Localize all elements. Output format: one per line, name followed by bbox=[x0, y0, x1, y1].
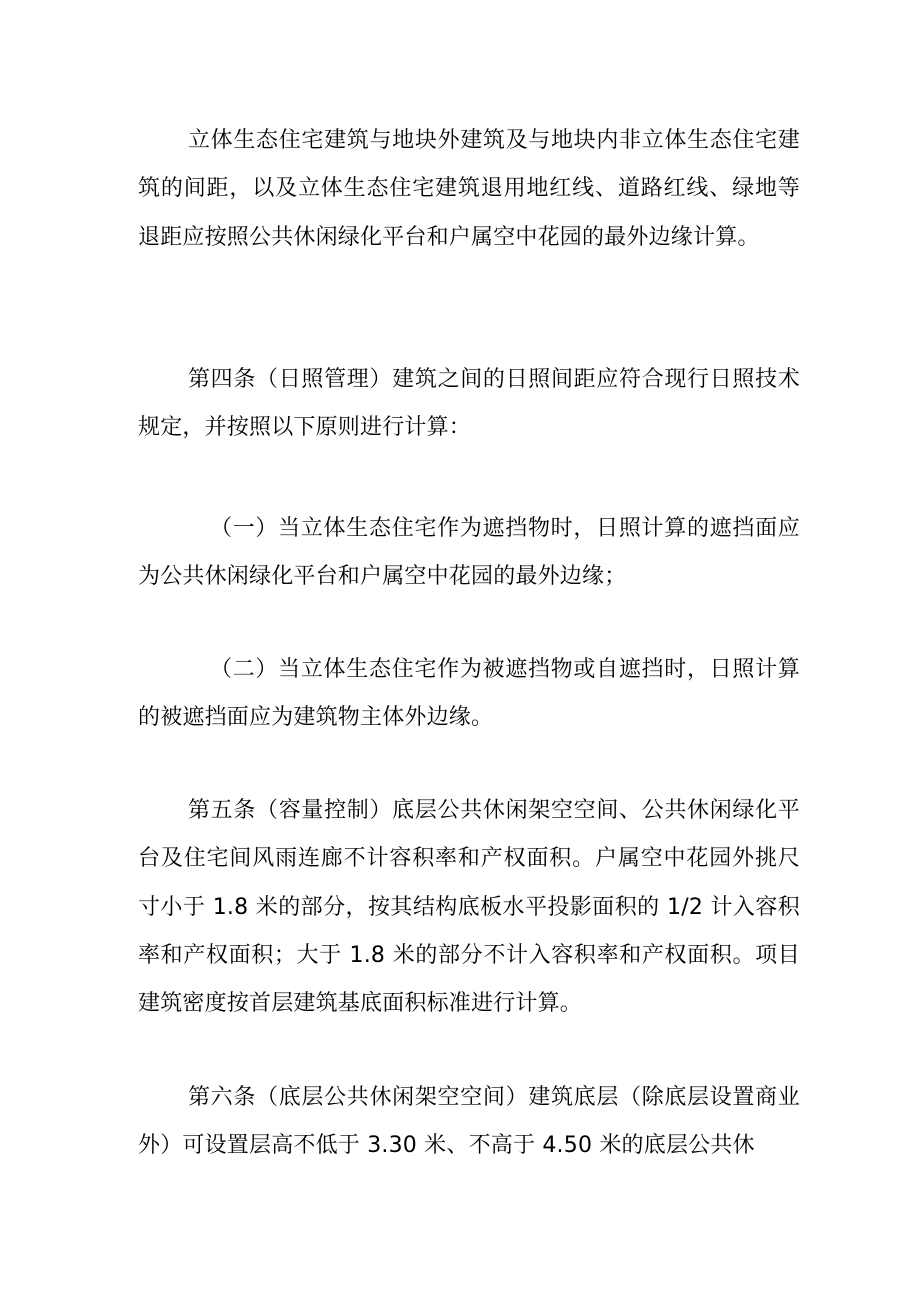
paragraph-setback-rules: 立体生态住宅建筑与地块外建筑及与地块内非立体生态住宅建筑的间距，以及立体生态住宅建筑退用地红线、道路红线、绿地等退距应按照公共休闲绿化平台和户属空中花园的最外边缘计算。 bbox=[138, 128, 800, 250]
paragraph-article-5-capacity: 第五条（容量控制）底层公共休闲架空空间、公共休闲绿化平台及住宅间风雨连廊不计容积率和产权面积。户属空中花园外挑尺寸小于 1.8 米的部分，按其结构底板水平投影面积的 1/2 计入容积率和产权面积；大于 1.8 米的部分不计入容积率和产权面积。项目建筑密度按首层建筑基底面积标准进行计算。 bbox=[138, 798, 800, 1017]
paragraph-article-6-ground-floor: 第六条（底层公共休闲架空空间）建筑底层（除底层设置商业外）可设置层高不低于 3.30 米、不高于 4.50 米的底层公共休 bbox=[138, 1085, 800, 1159]
paragraph-article-4-item-2: （二）当立体生态住宅作为被遮挡物或自遮挡时，日照计算的被遮挡面应为建筑物主体外边缘。 bbox=[138, 657, 800, 731]
paragraph-article-4-item-1: （一）当立体生态住宅作为遮挡物时，日照计算的遮挡面应为公共休闲绿化平台和户属空中花园的最外边缘； bbox=[138, 516, 800, 590]
paragraph-article-4-sunlight: 第四条（日照管理）建筑之间的日照间距应符合现行日照技术规定，并按照以下原则进行计算： bbox=[138, 367, 800, 441]
